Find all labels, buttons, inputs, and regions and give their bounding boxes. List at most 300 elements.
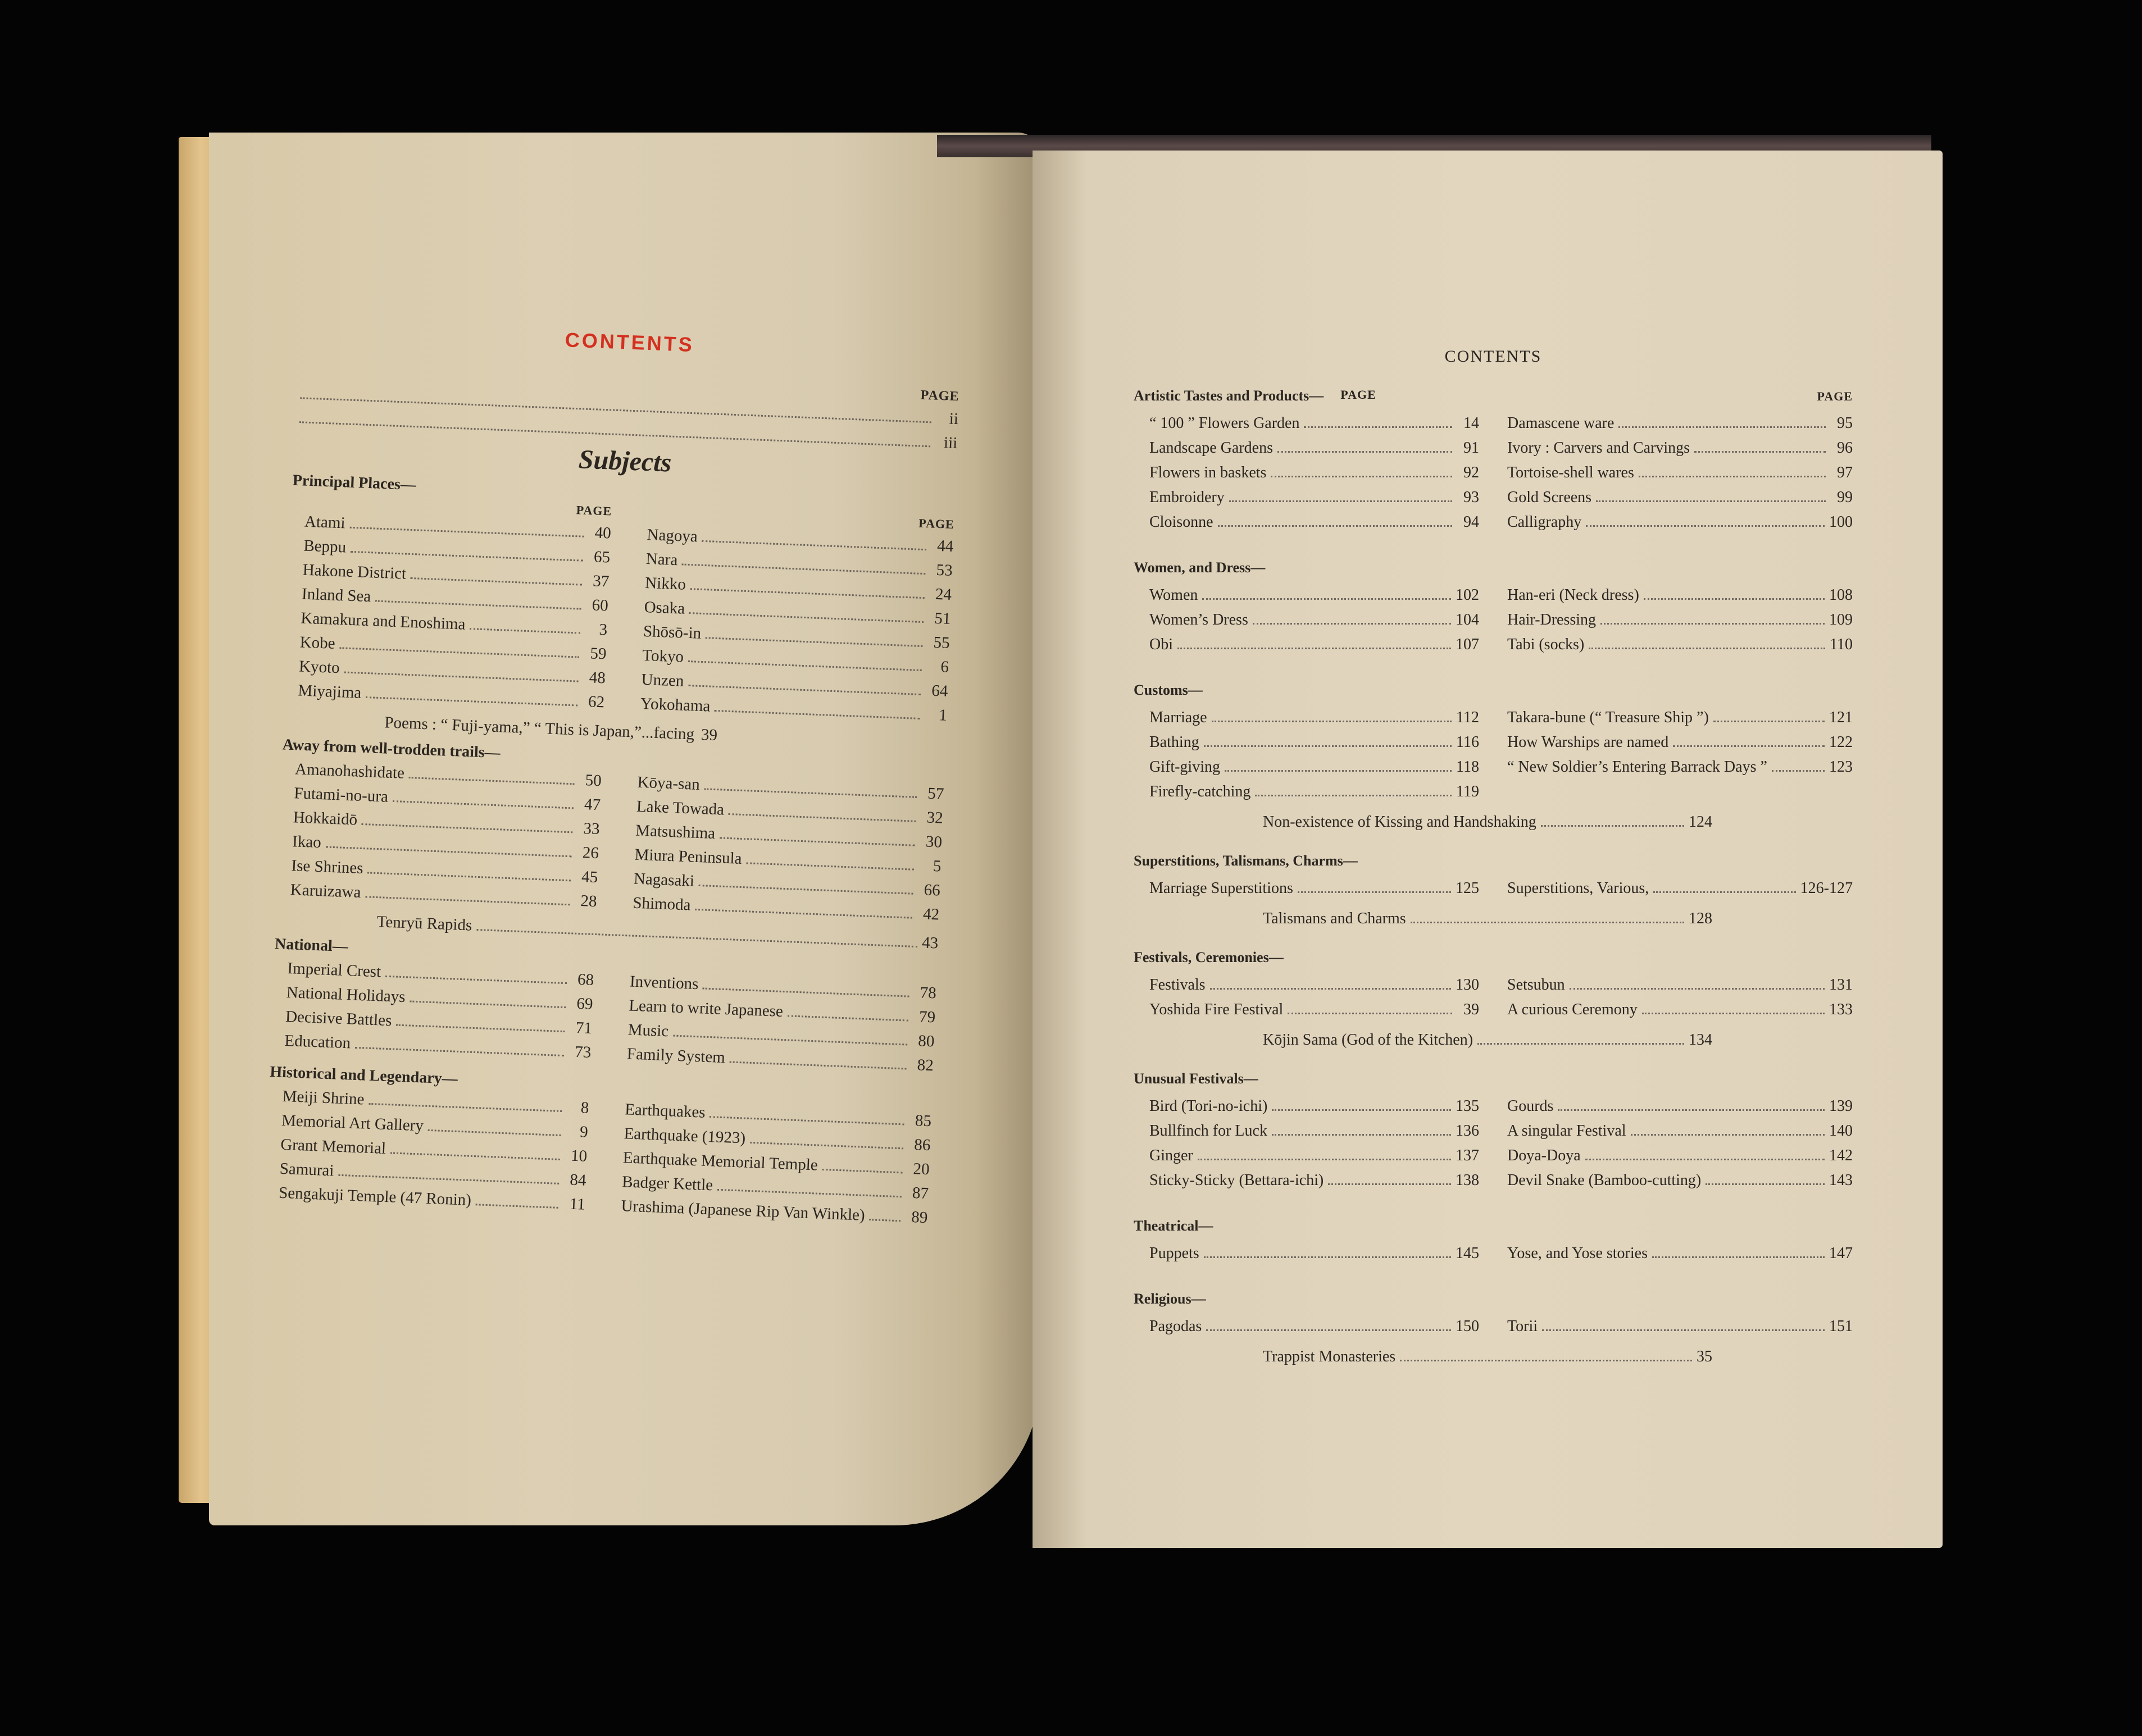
toc-entry: [1149, 1001, 1479, 1019]
toc-entry: [1507, 976, 1853, 994]
column-right: [1507, 969, 1853, 1026]
entry-name: Bathing: [1149, 733, 1199, 751]
entry-page: 85: [915, 1111, 932, 1131]
entry-page: 89: [911, 1208, 928, 1227]
entry-name: Ivory : Carvers and Carvings: [1507, 439, 1690, 457]
leader-dots: [1206, 1329, 1451, 1331]
entry-name: Yokohama: [640, 694, 711, 716]
entry-page: 138: [1456, 1172, 1479, 1189]
leader-dots: [1558, 1109, 1825, 1111]
entry-page: 24: [935, 585, 952, 604]
section-heading-row: [1134, 949, 1853, 966]
entry-page: 40: [594, 523, 612, 543]
entry-name: Learn to write Japanese: [628, 996, 784, 1020]
entry-name: Lake Towada: [636, 797, 725, 819]
column-right: [1507, 702, 1853, 808]
column-left: [1134, 702, 1479, 808]
section-columns: [1134, 1238, 1853, 1269]
section-heading-row: [1134, 1218, 1853, 1234]
column-right: [1507, 1311, 1853, 1342]
toc-entry: [1507, 733, 1853, 751]
entry-name: Flowers in baskets: [1149, 464, 1267, 481]
entry-name: Sengakuji Temple (47 Ronin): [278, 1183, 472, 1209]
entry-name: Bullfinch for Luck: [1149, 1122, 1267, 1140]
leader-dots: [689, 612, 924, 623]
entry-name: Decisive Battles: [285, 1008, 392, 1030]
leader-dots: [1713, 721, 1825, 722]
entry-name: Nagasaki: [633, 869, 695, 890]
leader-dots: [695, 909, 912, 919]
leader-dots: [1271, 476, 1452, 477]
entry-name: Calligraphy: [1507, 513, 1582, 531]
entry-page: 62: [588, 692, 605, 712]
right-sections: [1134, 388, 1853, 1366]
toc-entry: [284, 1032, 592, 1062]
entry-name: Cloisonne: [1149, 513, 1213, 531]
toc-entry: [1149, 783, 1479, 801]
entry-page: 57: [927, 784, 944, 803]
toc-entry: [1507, 414, 1853, 432]
entry-name: Han-eri (Neck dress): [1507, 586, 1639, 604]
leader-dots: [720, 837, 915, 846]
entry-name: Miyajima: [297, 681, 362, 702]
entry-page: 71: [575, 1018, 593, 1037]
principal-left-list: [284, 512, 611, 712]
leader-dots: [1589, 648, 1825, 649]
toc-entry: [626, 1045, 934, 1075]
entry-name: Nikko: [644, 574, 686, 594]
leader-dots: [822, 1169, 902, 1173]
entry-name: Puppets: [1149, 1245, 1199, 1262]
right-contents: [1134, 347, 1853, 1372]
page-title: CONTENTS: [1444, 347, 1542, 366]
entry-name: Nagoya: [647, 526, 698, 546]
entry-name: Badger Kettle: [621, 1173, 713, 1195]
toc-entry: [1149, 758, 1479, 776]
entry-page: 104: [1456, 611, 1479, 628]
entry-name: Education: [284, 1031, 351, 1052]
section-heading: Festivals, Ceremonies—: [1134, 949, 1284, 965]
entry-page: 96: [1837, 439, 1853, 457]
toc-entry: [1149, 1147, 1479, 1165]
toc-entry: [1507, 636, 1853, 654]
entry-page: 108: [1829, 586, 1853, 604]
leader-dots: [1570, 988, 1825, 990]
toc-entry: [1149, 464, 1479, 482]
entry-name: Hair-Dressing: [1507, 611, 1597, 628]
entry-name: Hokkaidō: [293, 808, 358, 829]
entry-page: 131: [1829, 976, 1853, 994]
toc-entry: [1149, 1097, 1479, 1115]
entry-name: Bird (Tori-no-ichi): [1149, 1097, 1268, 1115]
entry-name: Talismans and Charms: [1263, 910, 1406, 927]
entry-page: 112: [1456, 709, 1479, 726]
toc-entry: [1507, 1001, 1853, 1019]
entry-page: 92: [1463, 464, 1479, 481]
entry-name: Samurai: [279, 1159, 335, 1180]
center-entry: [1263, 910, 1712, 928]
entry-name: Festivals: [1149, 976, 1206, 994]
entry-page: 11: [569, 1195, 586, 1214]
away-right-list: [619, 773, 944, 924]
leader-dots: [1204, 1256, 1451, 1258]
entry-name: Pagodas: [1149, 1318, 1202, 1335]
historical: [265, 1081, 932, 1233]
column-right: [1507, 873, 1853, 904]
entry-name: Grant Memorial: [280, 1135, 386, 1158]
entry-page: 47: [584, 795, 601, 814]
leader-dots: [1400, 1360, 1692, 1361]
leader-dots: [699, 885, 913, 895]
entry-name: Marriage: [1149, 709, 1207, 726]
entry-name: Urashima (Japanese Rip Van Winkle): [621, 1197, 866, 1224]
entry-name: Embroidery: [1149, 489, 1225, 506]
leader-dots: [344, 672, 578, 682]
entry-page: 80: [917, 1032, 935, 1051]
page-column-header: PAGE: [576, 503, 612, 518]
entry-name: Women’s Dress: [1149, 611, 1248, 628]
entry-name: Obi: [1149, 636, 1173, 653]
toc-entry: [1507, 586, 1853, 604]
entry-page: 42: [922, 905, 940, 924]
leader-dots: [410, 1000, 566, 1008]
leader-dots: [375, 600, 581, 610]
leader-dots: [365, 896, 570, 905]
entry-page: 99: [1837, 489, 1853, 506]
section-heading: Away from well-trodden trails—: [282, 736, 501, 762]
entry-page: 50: [585, 771, 602, 790]
leader-dots: [411, 577, 582, 586]
toc-entry: [640, 695, 947, 725]
toc-entry: [1507, 439, 1853, 457]
entry-name: Tortoise-shell wares: [1507, 464, 1634, 481]
leader-dots: [1411, 922, 1684, 923]
entry-page: 119: [1456, 783, 1479, 800]
column-left: [1134, 1311, 1479, 1342]
entry-page: 65: [593, 548, 611, 567]
toc-entry: [1507, 611, 1853, 629]
toc-entry: [1149, 611, 1479, 629]
leader-dots: [1541, 825, 1684, 827]
entry-page: 145: [1456, 1245, 1479, 1262]
entry-name: Devil Snake (Bamboo-cutting): [1507, 1172, 1702, 1189]
leader-dots: [1210, 988, 1451, 990]
entry-name: Imperial Crest: [286, 959, 381, 981]
entry-page: 94: [1463, 513, 1479, 531]
leader-dots: [385, 976, 567, 984]
section-heading-row: [1134, 388, 1853, 404]
away-trails: [276, 754, 944, 929]
leader-dots: [1202, 598, 1451, 600]
entry-name: Ginger: [1149, 1147, 1193, 1164]
leader-dots: [1694, 451, 1826, 453]
entry-page: 5: [933, 857, 942, 876]
entry-page: 136: [1456, 1122, 1479, 1140]
entry-name: Earthquake (1923): [624, 1124, 746, 1147]
entry-page: 55: [933, 633, 951, 652]
leader-dots: [702, 540, 926, 550]
leader-dots: [704, 788, 917, 798]
entry-page: 134: [1689, 1031, 1712, 1049]
entry-name: Beppu: [303, 536, 347, 557]
poems-label: Poems : “ Fuji-yama,” “ This is Japan,”...facing: [384, 713, 695, 744]
entry-name: Atami: [304, 512, 346, 532]
section-heading: National—: [274, 935, 349, 956]
entry-page: 100: [1829, 513, 1853, 531]
leader-dots: [682, 564, 925, 575]
entry-name: Damascene ware: [1507, 414, 1615, 432]
entry-name: Yoshida Fire Festival: [1149, 1001, 1284, 1018]
column-right: [1507, 408, 1853, 538]
entry-name: Tokyo: [642, 646, 684, 666]
leader-dots: [1586, 525, 1825, 527]
leader-dots: [688, 660, 922, 671]
entry-page: 51: [934, 609, 951, 628]
toc-entry: [298, 681, 605, 712]
national-left-list: [271, 959, 594, 1062]
leader-dots: [1225, 770, 1452, 772]
entry-name: Amanohashidate: [294, 760, 405, 782]
section-columns: [1134, 1091, 1853, 1196]
entry-page: 128: [1689, 910, 1712, 927]
column-left: [1134, 408, 1479, 538]
entry-page: 142: [1829, 1147, 1853, 1164]
leader-dots: [1328, 1183, 1451, 1185]
leader-dots: [1212, 721, 1452, 722]
leader-dots: [409, 777, 575, 785]
leader-dots: [1642, 1013, 1825, 1014]
toc-entry: [1149, 586, 1479, 604]
entry-name: Gift-giving: [1149, 758, 1220, 776]
entry-page: 53: [935, 561, 953, 580]
entry-page: 32: [926, 808, 944, 827]
section-heading-row: [1134, 682, 1853, 699]
entry-page: 93: [1463, 489, 1479, 506]
leader-dots: [1177, 648, 1451, 649]
section-heading: Customs—: [1134, 682, 1203, 698]
page-column-header: PAGE: [920, 388, 959, 404]
entry-page: 37: [592, 572, 610, 591]
toc-entry: [1149, 880, 1479, 897]
entry-name: Shimoda: [632, 894, 692, 914]
entry-name: How Warships are named: [1507, 733, 1669, 751]
entry-page: 8: [580, 1099, 589, 1117]
entry-page: ii: [949, 409, 959, 429]
leader-dots: [1706, 1183, 1825, 1185]
leader-dots: [1277, 451, 1452, 453]
entry-page: 95: [1837, 414, 1853, 432]
section-heading: Artistic Tastes and Products—: [1134, 388, 1324, 404]
leader-dots: [1639, 476, 1826, 477]
toc-entry: [1149, 733, 1479, 751]
leader-dots: [476, 1204, 558, 1209]
entry-name: Trappist Monasteries: [1263, 1348, 1396, 1365]
national-right-list: [613, 972, 936, 1076]
entry-page: 91: [1463, 439, 1479, 457]
toc-entry: [1507, 758, 1853, 776]
leader-dots: [338, 1174, 559, 1184]
column-right: [1507, 1238, 1853, 1269]
entry-page: 39: [1463, 1001, 1479, 1018]
entry-page: 73: [574, 1042, 592, 1061]
toc-entry: [1149, 1122, 1479, 1140]
leader-dots: [362, 823, 572, 833]
entry-page: 78: [920, 983, 937, 1003]
leader-dots: [349, 527, 584, 537]
toc-entry: [1507, 709, 1853, 727]
entry-page: 9: [579, 1123, 589, 1141]
entry-name: Non-existence of Kissing and Handshaking: [1263, 813, 1536, 831]
toc-entry: [1149, 439, 1479, 457]
entry-page: 116: [1456, 733, 1479, 751]
entry-page: 10: [570, 1146, 588, 1165]
entry-page: 48: [589, 668, 606, 687]
entry-page: 59: [589, 644, 607, 663]
toc-entry: [1149, 1318, 1479, 1336]
section-heading: Historical and Legendary—: [269, 1063, 458, 1088]
leader-dots: [1198, 1159, 1451, 1160]
entry-page: 109: [1829, 611, 1853, 628]
entry-name: Superstitions, Various,: [1507, 880, 1649, 897]
column-left: [1134, 969, 1479, 1026]
entry-name: Doya-Doya: [1507, 1147, 1581, 1164]
section-columns: [1134, 969, 1853, 1026]
entry-page: 102: [1456, 586, 1479, 604]
entry-page: 60: [592, 596, 609, 615]
section-heading: Theatrical—: [1134, 1218, 1213, 1234]
entry-page: 123: [1829, 758, 1853, 776]
toc-entry: [1507, 1147, 1853, 1165]
entry-name: Sticky-Sticky (Bettara-ichi): [1149, 1172, 1324, 1189]
entry-name: Shōsō-in: [643, 622, 702, 643]
entry-name: Karuizawa: [290, 881, 362, 901]
leader-dots: [1653, 891, 1795, 893]
entry-name: Nara: [645, 550, 678, 569]
entry-name: Earthquake Memorial Temple: [622, 1149, 818, 1174]
section-heading: Principal Places—: [292, 471, 417, 494]
toc-entry: [1507, 464, 1853, 482]
entry-page: 14: [1463, 414, 1479, 432]
entry-name: Music: [627, 1020, 669, 1041]
page-column-header: PAGE: [918, 516, 955, 532]
entry-page: 133: [1829, 1001, 1853, 1018]
entry-name: Kobe: [299, 633, 336, 653]
leader-dots: [1631, 1134, 1825, 1136]
entry-page: 107: [1456, 636, 1479, 653]
leader-dots: [339, 647, 579, 658]
leader-dots: [1255, 795, 1452, 796]
toc-entry: [1507, 1318, 1853, 1336]
principal-right-list: [626, 525, 953, 725]
poems-page: 39: [701, 726, 718, 745]
entry-name: Kyoto: [298, 657, 340, 677]
entry-name: Kōya-san: [637, 773, 701, 794]
section-heading: Women, and Dress—: [1134, 559, 1266, 576]
toc-entry: [1507, 1245, 1853, 1263]
section-heading-row: [1134, 1291, 1853, 1307]
toc-entry: [1149, 709, 1479, 727]
entry-page: 1: [938, 706, 948, 725]
entry-page: 86: [913, 1136, 931, 1155]
page-title: CONTENTS: [565, 328, 695, 357]
entry-page: 30: [925, 832, 943, 851]
entry-page: 35: [1697, 1348, 1712, 1365]
leader-dots: [717, 1189, 902, 1198]
leader-dots: [1644, 598, 1825, 600]
entry-page: 137: [1456, 1147, 1479, 1164]
leader-dots: [393, 800, 574, 809]
entry-name: Setsubun: [1507, 976, 1565, 994]
leader-dots: [367, 872, 571, 881]
entry-page: 33: [583, 819, 601, 839]
entry-name: Inventions: [629, 972, 699, 994]
left-page: [209, 133, 1040, 1525]
leader-dots: [390, 1152, 560, 1160]
leader-dots: [690, 588, 924, 599]
entry-page: 97: [1837, 464, 1853, 481]
leader-dots: [396, 1024, 565, 1033]
leader-dots: [1542, 1329, 1825, 1331]
center-entry: [1263, 1348, 1712, 1366]
entry-page: 139: [1829, 1097, 1853, 1115]
historical-right-list: [607, 1100, 931, 1227]
entry-page: 135: [1456, 1097, 1479, 1115]
entry-page: 122: [1829, 733, 1853, 751]
entry-page: 64: [931, 681, 948, 700]
toc-entry: [1507, 880, 1853, 897]
entry-page: 140: [1829, 1122, 1853, 1140]
entry-name: Firefly-catching: [1149, 783, 1251, 800]
entry-page: 45: [581, 868, 598, 887]
center-entry: [1263, 813, 1712, 831]
leader-dots: [1272, 1109, 1451, 1111]
entry-page: 151: [1829, 1318, 1853, 1335]
section-heading-row: [1134, 853, 1853, 869]
entry-page: 130: [1456, 976, 1479, 994]
leader-dots: [729, 1061, 906, 1069]
toc-entry: [1507, 513, 1853, 531]
leader-dots: [1596, 500, 1826, 502]
entry-page: 6: [940, 658, 949, 676]
leader-dots: [869, 1219, 901, 1222]
leader-dots: [470, 628, 580, 634]
entry-name: A singular Festival: [1507, 1122, 1626, 1140]
leader-dots: [750, 1142, 903, 1149]
entry-name: Ise Shrines: [290, 856, 364, 878]
entry-name: Inland Sea: [301, 585, 371, 606]
leader-dots: [428, 1129, 561, 1136]
entry-name: Ikao: [292, 832, 322, 852]
entry-page: 66: [924, 881, 941, 900]
leader-dots: [355, 1047, 564, 1056]
toc-entry: [279, 1184, 586, 1214]
leader-dots: [673, 1035, 907, 1046]
leader-dots: [715, 710, 920, 719]
historical-left-list: [265, 1087, 589, 1214]
entry-name: Unzen: [641, 670, 684, 690]
entry-name: Kamakura and Enoshima: [300, 609, 466, 634]
leader-dots: [1218, 525, 1452, 527]
entry-name: Tenryū Rapids: [376, 913, 472, 935]
entry-page: 126-127: [1800, 880, 1853, 897]
entry-page: 124: [1689, 813, 1712, 831]
entry-page: 125: [1456, 880, 1479, 897]
column-left: [1134, 1238, 1479, 1269]
section-columns: [1134, 1311, 1853, 1342]
column-left: [1134, 873, 1479, 904]
toc-entry: [621, 1197, 928, 1227]
leader-dots: [1600, 623, 1825, 625]
